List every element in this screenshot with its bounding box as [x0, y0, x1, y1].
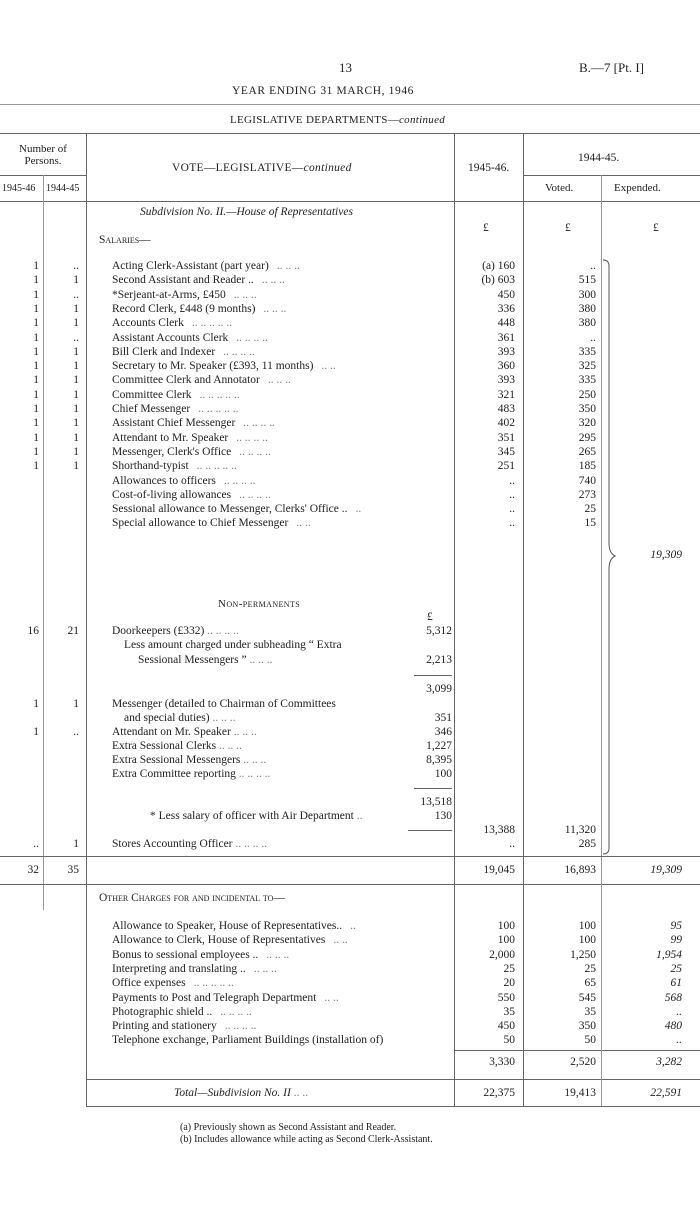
np-pound-sign: £	[427, 611, 433, 623]
col-est-4546: 1945-46.	[468, 162, 510, 174]
salary-row-voted: 250	[578, 389, 596, 401]
np-less-line2: Sessional Messengers ” .. .. ..	[138, 654, 273, 666]
other-row-voted: 1,250	[570, 949, 596, 961]
np-rule-1	[414, 675, 452, 676]
salary-row-est: 336	[497, 303, 515, 315]
salary-row-label: Committee Clerk	[112, 389, 192, 401]
salaries-total-rule-top	[0, 856, 700, 857]
other-row-est: 25	[503, 963, 515, 975]
other-row-item	[112, 920, 356, 932]
np-doorkeepers-item: Doorkeepers (£332) .. .. .. ..	[112, 625, 239, 637]
salary-row-item	[112, 475, 256, 487]
salaries-total-voted: 16,893	[564, 864, 596, 876]
other-row-label: Photographic shield ..	[112, 1006, 213, 1018]
other-row-label: Bonus to sessional employees ..	[112, 949, 259, 961]
salary-row-est: 393	[497, 346, 515, 358]
col-rule-4b	[523, 884, 524, 1106]
salary-row-p45: 1	[73, 346, 79, 358]
salary-row-item	[112, 332, 268, 344]
salary-row-est: (b) 603	[481, 274, 515, 286]
salary-row-est: 321	[497, 389, 515, 401]
salary-row-est: 448	[497, 317, 515, 329]
salary-row-dots: .. .. ..	[267, 374, 291, 386]
salary-row-label: Second Assistant and Reader ..	[112, 274, 254, 286]
np-messenger-line2: and special duties) .. .. ..	[124, 712, 236, 724]
other-row-est: 20	[503, 977, 515, 989]
salary-row-dots: .. .. .. ..	[236, 432, 268, 444]
salary-row-dots: .. .. .. .. ..	[191, 317, 233, 329]
other-charges-heading: Other Charges for and incidental to—	[99, 892, 285, 904]
salary-row-p46: 1	[33, 303, 39, 315]
salary-row-label: Allowances to officers	[112, 475, 216, 487]
salary-row-p45: 1	[73, 389, 79, 401]
stores-est: ..	[509, 838, 515, 850]
salary-row-est: 393	[497, 374, 515, 386]
salary-row-voted: 350	[578, 403, 596, 415]
salary-row-item	[112, 303, 286, 315]
np-doorkeepers-amt: 5,312	[426, 625, 452, 637]
salary-row-p45: 1	[73, 317, 79, 329]
salary-row-dots: .. .. .. ..	[236, 332, 268, 344]
salary-row-p46: 1	[33, 274, 39, 286]
salary-row-p46: 1	[33, 374, 39, 386]
other-row-exp: 1,954	[656, 949, 682, 961]
voted-header-rule	[523, 175, 700, 176]
other-row-voted: 100	[578, 934, 596, 946]
salary-row-voted: 273	[578, 489, 596, 501]
stores-item: Stores Accounting Officer .. .. .. ..	[112, 838, 268, 850]
salary-row-p45: 1	[73, 274, 79, 286]
np-est: 13,388	[483, 824, 515, 836]
salary-row-label: Cost-of-living allowances	[112, 489, 232, 501]
other-row-voted: 350	[578, 1020, 596, 1032]
salary-row-item	[112, 489, 271, 501]
salary-row-dots: .. .. .. .. ..	[196, 460, 237, 472]
salary-row-dots: .. .. .. ..	[243, 417, 275, 429]
salary-row-dots: .. .. .. ..	[223, 346, 255, 358]
other-row-est: 550	[497, 992, 515, 1004]
salary-row-p46: 1	[33, 460, 39, 472]
pound-sign-voted: £	[565, 222, 571, 234]
salary-row-p45: ..	[73, 332, 79, 344]
salary-row-voted: 380	[578, 317, 596, 329]
salaries-total-exp: 19,309	[650, 864, 682, 876]
salary-row-est: (a) 160	[482, 260, 515, 272]
salary-row-item	[112, 389, 240, 401]
salary-row-est: 450	[497, 289, 515, 301]
salaries-bracket-total: 19,309	[650, 549, 682, 561]
year-heading: YEAR ENDING 31 MARCH, 1946	[232, 85, 415, 97]
col-rule-2	[86, 133, 87, 910]
salary-row-est: 351	[497, 432, 515, 444]
salary-row-label: Chief Messenger	[112, 403, 191, 415]
np-extra-msg-amt: 8,395	[426, 754, 452, 766]
footnote-a: (a) Previously shown as Second Assistant and Reader.	[180, 1122, 397, 1133]
salary-row-item	[112, 517, 311, 529]
salary-row-item	[112, 374, 291, 386]
np-less-line1: Less amount charged under subheading “ Extra	[124, 639, 342, 651]
salary-row-p45: 1	[73, 303, 79, 315]
other-row-item	[112, 1034, 391, 1046]
section-heading-cont: continued	[399, 114, 446, 126]
salary-row-est: 251	[497, 460, 515, 472]
np-messenger-line1: Messenger (detailed to Chairman of Committees	[112, 698, 336, 710]
other-row-voted: 545	[578, 992, 596, 1004]
other-row-voted: 25	[584, 963, 596, 975]
np-messenger-amt: 351	[434, 712, 452, 724]
np-less-amt: 2,213	[426, 654, 452, 666]
salary-row-p45: 1	[73, 432, 79, 444]
salary-row-dots: .. .. .. ..	[223, 475, 256, 487]
salary-row-item	[112, 503, 361, 515]
other-row-label: Allowance to Speaker, House of Representatives..	[112, 920, 343, 932]
salary-row-p45: 1	[73, 446, 79, 458]
salary-row-dots: .. .. .. ..	[239, 489, 271, 501]
other-row-voted: 50	[584, 1034, 596, 1046]
salary-row-p45: ..	[73, 260, 79, 272]
salary-row-p46: 1	[33, 432, 39, 444]
pound-sign-est: £	[483, 222, 489, 234]
salary-row-p46: 1	[33, 403, 39, 415]
np-messenger-p45: 1	[73, 698, 79, 710]
salary-row-p46: 1	[33, 289, 39, 301]
np-sub1: 3,099	[426, 683, 452, 695]
other-row-est: 2,000	[489, 949, 515, 961]
salary-row-label: Attendant to Mr. Speaker	[112, 432, 229, 444]
salary-row-item	[112, 289, 257, 301]
col-rule-5b	[601, 884, 602, 1106]
other-row-dots: .. .. .. ..	[224, 1020, 257, 1032]
salaries-heading: Salaries—	[99, 234, 151, 246]
salary-row-item	[112, 403, 239, 415]
salary-row-label: Accounts Clerk	[112, 317, 184, 329]
page-ref: B.—7 [Pt. I]	[579, 60, 644, 75]
salary-row-p46: 1	[33, 317, 39, 329]
other-row-item	[112, 1006, 252, 1018]
other-row-item	[112, 992, 339, 1004]
salaries-total-p46: 32	[27, 864, 39, 876]
other-row-exp: 99	[670, 934, 682, 946]
salary-row-label: Sessional allowance to Messenger, Clerks' Office ..	[112, 503, 348, 515]
salary-row-voted: 335	[578, 346, 596, 358]
other-total-est: 3,330	[489, 1056, 515, 1068]
vote-title-cont: continued	[303, 162, 352, 174]
np-rule-2	[414, 788, 452, 789]
salary-row-label: Assistant Accounts Clerk	[112, 332, 229, 344]
other-row-dots: .. ..	[324, 992, 339, 1004]
salary-row-label: Secretary to Mr. Speaker (£393, 11 months)	[112, 360, 314, 372]
persons-label: Number of Persons.	[19, 143, 67, 167]
salary-row-p46: 1	[33, 346, 39, 358]
salary-row-est: ..	[509, 517, 515, 529]
salary-row-dots: .. .. .. ..	[239, 446, 271, 458]
grand-total-label: Total—Subdivision No. II .. ..	[174, 1087, 309, 1099]
col-year-4445: 1944-45.	[578, 152, 620, 164]
other-row-label: Printing and stationery	[112, 1020, 217, 1032]
salary-row-p46: 1	[33, 389, 39, 401]
other-row-item	[112, 934, 348, 946]
other-row-item	[112, 949, 289, 961]
salary-row-p45: 1	[73, 417, 79, 429]
salary-row-est: 360	[497, 360, 515, 372]
stores-p46: ..	[33, 838, 39, 850]
grand-total-voted: 19,413	[564, 1087, 596, 1099]
other-row-label: Office expenses	[112, 977, 186, 989]
salary-row-item	[112, 346, 255, 358]
salary-row-item	[112, 446, 271, 458]
np-attendant-item: Attendant on Mr. Speaker .. .. ..	[112, 726, 257, 738]
other-row-dots: .. .. ..	[266, 949, 290, 961]
salary-row-p46: 1	[33, 446, 39, 458]
other-row-label: Telephone exchange, Parliament Buildings (installation of)	[112, 1034, 384, 1046]
salary-row-voted: 335	[578, 374, 596, 386]
salary-row-label: Record Clerk, £448 (9 months)	[112, 303, 256, 315]
np-extra-msg-item: Extra Sessional Messengers .. .. ..	[112, 754, 267, 766]
other-row-exp: ..	[676, 1006, 682, 1018]
salary-row-p45: 1	[73, 403, 79, 415]
section-heading	[230, 114, 445, 126]
other-row-voted: 65	[584, 977, 596, 989]
salary-row-p46: 1	[33, 417, 39, 429]
salary-row-label: Shorthand-typist	[112, 460, 189, 472]
np-extra-clerks-amt: 1,227	[426, 740, 452, 752]
other-row-label: Payments to Post and Telegraph Department	[112, 992, 317, 1004]
other-row-exp: 568	[664, 992, 682, 1004]
other-row-item	[112, 977, 234, 989]
salary-row-p46: 1	[33, 260, 39, 272]
other-row-voted: 35	[584, 1006, 596, 1018]
section-heading-main: LEGISLATIVE DEPARTMENTS—	[230, 114, 399, 126]
salary-row-est: 402	[497, 417, 515, 429]
other-total-rule	[455, 1050, 700, 1051]
page-number: 13	[339, 60, 352, 75]
np-doorkeepers-p46: 16	[27, 625, 39, 637]
vote-title-main: VOTE—LEGISLATIVE—	[172, 162, 304, 174]
salary-row-label: Committee Clerk and Annotator	[112, 374, 260, 386]
salary-row-p45: 1	[73, 360, 79, 372]
table-top-rule	[0, 133, 700, 134]
salary-row-p45: 1	[73, 460, 79, 472]
salary-row-label: Acting Clerk-Assistant (part year)	[112, 260, 269, 272]
salary-row-voted: 325	[578, 360, 596, 372]
other-row-dots: .. ..	[333, 934, 348, 946]
other-row-est: 100	[497, 920, 515, 932]
salary-row-p45: 1	[73, 374, 79, 386]
np-extra-cttee-item: Extra Committee reporting .. .. .. ..	[112, 768, 271, 780]
other-row-exp: ..	[676, 1034, 682, 1046]
salary-row-dots: ..	[355, 503, 362, 515]
salary-row-voted: 265	[578, 446, 596, 458]
salary-row-est: ..	[509, 503, 515, 515]
np-less-salary-amt: 130	[434, 810, 452, 822]
top-rule	[0, 104, 700, 105]
salary-row-voted: 515	[578, 274, 596, 286]
np-doorkeepers-p45: 21	[67, 625, 79, 637]
np-voted: 11,320	[564, 824, 596, 836]
other-row-label: Allowance to Clerk, House of Representatives	[112, 934, 326, 946]
other-row-exp: 25	[670, 963, 682, 975]
other-row-label: Interpreting and translating ..	[112, 963, 246, 975]
non-permanents-heading: Non-permanents	[218, 598, 301, 610]
other-row-exp: 61	[670, 977, 682, 989]
np-sub2: 13,518	[420, 796, 452, 808]
col-rule-2b	[86, 884, 87, 1106]
subdivision-title: Subdivision No. II.—House of Representatives	[140, 206, 353, 218]
footnote-b: (b) Includes allowance while acting as Second Clerk-Assistant.	[180, 1134, 433, 1145]
other-row-exp: 95	[670, 920, 682, 932]
salary-row-item	[112, 432, 268, 444]
col-persons-4445: 1944-45	[46, 183, 80, 194]
grand-total-exp: 22,591	[650, 1087, 682, 1099]
salaries-total-p45: 35	[67, 864, 79, 876]
salary-row-p46: 1	[33, 360, 39, 372]
salary-row-est: ..	[509, 489, 515, 501]
salary-row-dots: .. .. ..	[261, 274, 285, 286]
vote-title	[172, 162, 352, 174]
salary-row-item	[112, 360, 336, 372]
salary-row-voted: 380	[578, 303, 596, 315]
other-row-voted: 100	[578, 920, 596, 932]
salary-row-voted: 295	[578, 432, 596, 444]
salary-row-p45: ..	[73, 289, 79, 301]
other-row-dots: .. .. .. ..	[220, 1006, 252, 1018]
col-rule-3b	[454, 884, 455, 1106]
stores-voted: 285	[578, 838, 596, 850]
salary-row-label: Assistant Chief Messenger	[112, 417, 236, 429]
salary-row-dots: .. ..	[321, 360, 336, 372]
other-row-item	[112, 963, 277, 975]
other-row-est: 50	[503, 1034, 515, 1046]
salary-row-item	[112, 260, 300, 272]
salary-row-dots: .. .. .. .. ..	[198, 403, 239, 415]
salary-row-voted: 300	[578, 289, 596, 301]
col-persons-4546: 1945-46	[2, 183, 36, 194]
np-less-salary: * Less salary of officer with Air Department ..	[150, 810, 363, 822]
salary-row-est: 483	[497, 403, 515, 415]
header-bottom-rule	[0, 201, 700, 202]
salary-row-voted: 185	[578, 460, 596, 472]
salary-row-est: 361	[497, 332, 515, 344]
other-row-dots: .. .. ..	[253, 963, 277, 975]
pound-sign-expended: £	[653, 222, 659, 234]
col-voted: Voted.	[545, 182, 574, 194]
salary-row-voted: ..	[590, 260, 596, 272]
salary-row-est: 345	[497, 446, 515, 458]
salary-row-voted: 25	[584, 503, 596, 515]
salaries-total-est: 19,045	[483, 864, 515, 876]
salary-row-p46: 1	[33, 332, 39, 344]
other-row-est: 450	[497, 1020, 515, 1032]
salary-row-item	[112, 417, 275, 429]
salary-row-item	[112, 317, 232, 329]
grand-total-rule-top	[86, 1079, 700, 1080]
salary-row-voted: ..	[590, 332, 596, 344]
stores-p45: 1	[73, 838, 79, 850]
salaries-total-rule-bottom	[0, 884, 700, 885]
other-row-est: 100	[497, 934, 515, 946]
other-total-exp: 3,282	[656, 1056, 682, 1068]
np-attendant-p46: 1	[33, 726, 39, 738]
other-row-est: 35	[503, 1006, 515, 1018]
grand-total-rule-bottom	[86, 1106, 700, 1107]
salary-row-label: *Serjeant-at-Arms, £450	[112, 289, 226, 301]
salary-row-item	[112, 460, 237, 472]
salary-row-voted: 320	[578, 417, 596, 429]
salary-row-voted: 15	[584, 517, 596, 529]
salary-row-label: Messenger, Clerk's Office	[112, 446, 232, 458]
grand-total-est: 22,375	[483, 1087, 515, 1099]
salary-row-dots: .. .. .. .. ..	[199, 389, 240, 401]
salary-row-est: ..	[509, 475, 515, 487]
np-attendant-p45: ..	[73, 726, 79, 738]
salary-row-label: Bill Clerk and Indexer	[112, 346, 216, 358]
other-row-dots: .. .. .. .. ..	[193, 977, 234, 989]
salary-row-item	[112, 274, 285, 286]
np-messenger-p46: 1	[33, 698, 39, 710]
salary-row-dots: .. .. ..	[233, 289, 257, 301]
col-expended: Expended.	[614, 182, 661, 194]
salary-row-dots: .. ..	[296, 517, 311, 529]
other-row-item	[112, 1020, 256, 1032]
other-row-exp: 480	[664, 1020, 682, 1032]
salary-row-voted: 740	[578, 475, 596, 487]
np-extra-cttee-amt: 100	[434, 768, 452, 780]
salary-row-dots: .. .. ..	[276, 260, 300, 272]
np-extra-clerks-item: Extra Sessional Clerks .. .. ..	[112, 740, 242, 752]
salary-row-dots: .. .. ..	[263, 303, 287, 315]
np-attendant-amt: 346	[434, 726, 452, 738]
other-row-dots: ..	[350, 920, 356, 932]
salary-row-label: Special allowance to Chief Messenger	[112, 517, 289, 529]
other-total-voted: 2,520	[570, 1056, 596, 1068]
